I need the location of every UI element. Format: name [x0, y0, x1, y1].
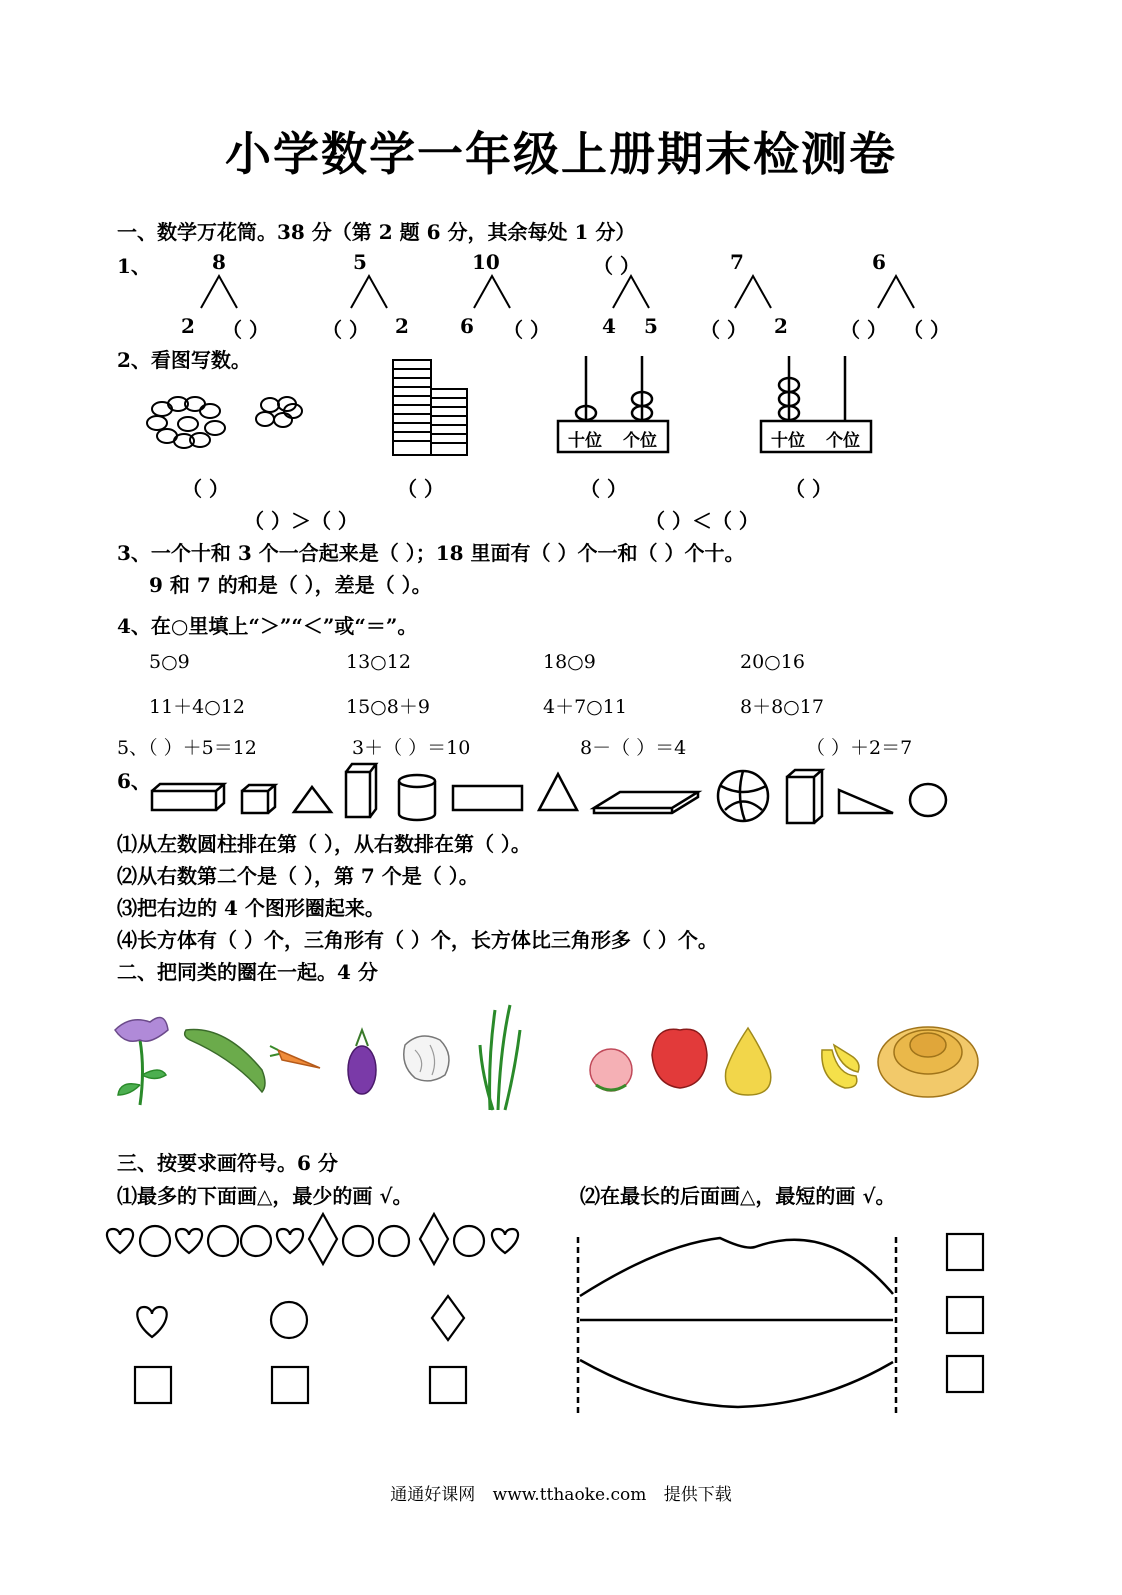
- q4-r2-3: 4＋7○11: [543, 696, 627, 718]
- q1-bottom-4b: 5: [644, 314, 658, 338]
- q1-top-6: 6: [872, 250, 886, 274]
- q5-item-1: 5、（ ）＋5＝12: [117, 737, 257, 759]
- q2-blank-1[interactable]: （ ）: [182, 477, 229, 501]
- footer-url[interactable]: www.tthaoke.com: [492, 1485, 647, 1505]
- q1-top-2: 5: [353, 250, 367, 274]
- q1-bottom-6a: （ ）: [840, 318, 887, 342]
- q1-bottom-4a: 4: [602, 314, 616, 338]
- section-2-heading: 二、把同类的圈在一起。4 分: [117, 960, 378, 984]
- q1-bottom-5a: （ ）: [700, 318, 747, 342]
- q1-top-1: 8: [212, 250, 226, 274]
- q6-number: 6、: [117, 769, 151, 793]
- q1-split-trees: [201, 276, 914, 308]
- q1-top-3: 10: [472, 250, 500, 274]
- q2-blank-4[interactable]: （ ）: [785, 477, 832, 501]
- abacus2-tens-label: 十位: [771, 431, 805, 451]
- q1-top-5: 7: [730, 250, 744, 274]
- banana-picture: [822, 1045, 859, 1088]
- q1-bottom-2a: （ ）: [322, 318, 369, 342]
- footer-site-name: 通通好课网: [390, 1485, 476, 1505]
- q6-shapes: [152, 764, 946, 823]
- eggplant-picture: [348, 1030, 376, 1094]
- q1-bottom-3b: （ ）: [503, 318, 550, 342]
- section-1-heading: 一、数学万花筒。38 分（第 2 题 6 分，其余每处 1 分）: [117, 220, 636, 244]
- q4-r1-3: 18○9: [543, 651, 596, 673]
- q4-r2-1: 11＋4○12: [149, 696, 246, 718]
- abacus1-tens-label: 十位: [568, 431, 602, 451]
- s3-answer-boxes-left[interactable]: [135, 1367, 466, 1403]
- bread-picture: [878, 1027, 978, 1097]
- footer: [0, 1480, 1122, 1505]
- abacus1-ones-label: 个位: [623, 431, 657, 451]
- q6-part-2: ⑵从右数第二个是（ ），第 7 个是（ ）。: [117, 864, 479, 888]
- carrot-picture: [270, 1046, 320, 1068]
- q4-r1-1: 5○9: [149, 651, 190, 673]
- section-3-heading: 三、按要求画符号。6 分: [117, 1151, 338, 1175]
- q1-bottom-1a: 2: [181, 314, 195, 338]
- section-3-part-1: ⑴最多的下面画△，最少的画 √。: [117, 1184, 413, 1208]
- cabbage-picture: [404, 1036, 449, 1081]
- pear-picture: [725, 1028, 770, 1095]
- q2-label: 2、看图写数。: [117, 348, 251, 372]
- q4-r1-4: 20○16: [740, 651, 805, 673]
- footer-download: 提供下载: [663, 1485, 732, 1505]
- q5-item-3: 8－（ ）＝4: [580, 737, 687, 759]
- s3-symbol-row: [107, 1214, 518, 1264]
- q1-bottom-2b: 2: [395, 314, 409, 338]
- q6-part-1: ⑴从左数圆柱排在第（ ），从右数排在第（ ）。: [117, 832, 531, 856]
- q6-part-3: ⑶把右边的 4 个图形圈起来。: [117, 896, 385, 920]
- q4-r2-4: 8＋8○17: [740, 696, 824, 718]
- q1-bottom-3a: 6: [460, 314, 474, 338]
- q2-ovals-ten: [147, 397, 225, 448]
- q2-blank-3[interactable]: （ ）: [580, 477, 627, 501]
- s3-symbol-key: [137, 1296, 464, 1340]
- abacus2-ones-label: 个位: [826, 431, 860, 451]
- cucumber-picture: [185, 1030, 265, 1093]
- q2-blank-2[interactable]: （ ）: [397, 477, 444, 501]
- flower-picture: [115, 1018, 168, 1106]
- q3-line-1: 3、一个十和 3 个一合起来是（ ）；18 里面有（ ）个一和（ ）个十。: [117, 541, 745, 565]
- section-3-part-2: ⑵在最长的后面画△，最短的画 √。: [580, 1184, 896, 1208]
- q1-bottom-5b: 2: [774, 314, 788, 338]
- q2-stick-bundles: [393, 360, 467, 455]
- q5-item-2: 3＋（ ）＝10: [352, 737, 471, 759]
- q2-compare-left: （ ）＞（ ）: [244, 509, 358, 533]
- q4-r2-2: 15○8＋9: [346, 696, 430, 718]
- s3-answer-boxes-right[interactable]: [947, 1234, 983, 1392]
- q1-bottom-1b: （ ）: [222, 318, 269, 342]
- grass-picture: [480, 1005, 520, 1110]
- apple-picture: [652, 1029, 707, 1088]
- q2-abacus-1: [558, 356, 668, 452]
- q4-r1-2: 13○12: [346, 651, 411, 673]
- q6-part-4: ⑷长方体有（ ）个，三角形有（ ）个，长方体比三角形多（ ）个。: [117, 928, 718, 952]
- peach-picture: [590, 1049, 632, 1091]
- q1-top-4: （ ）: [593, 254, 640, 278]
- q2-abacus-2: [761, 356, 871, 452]
- q1-number: 1、: [117, 254, 151, 278]
- q2-ovals-five: [256, 397, 302, 427]
- page-title: 小学数学一年级上册期末检测卷: [225, 127, 897, 181]
- q4-label: 4、在○里填上“＞”“＜”或“＝”。: [117, 614, 418, 638]
- s3-line-comparison: [578, 1237, 896, 1413]
- q2-compare-right: （ ）＜（ ）: [645, 509, 759, 533]
- q3-line-2: 9 和 7 的和是（ ），差是（ ）。: [149, 573, 432, 597]
- q5-item-4: （ ）＋2＝7: [806, 737, 913, 759]
- q1-bottom-6b: （ ）: [903, 318, 950, 342]
